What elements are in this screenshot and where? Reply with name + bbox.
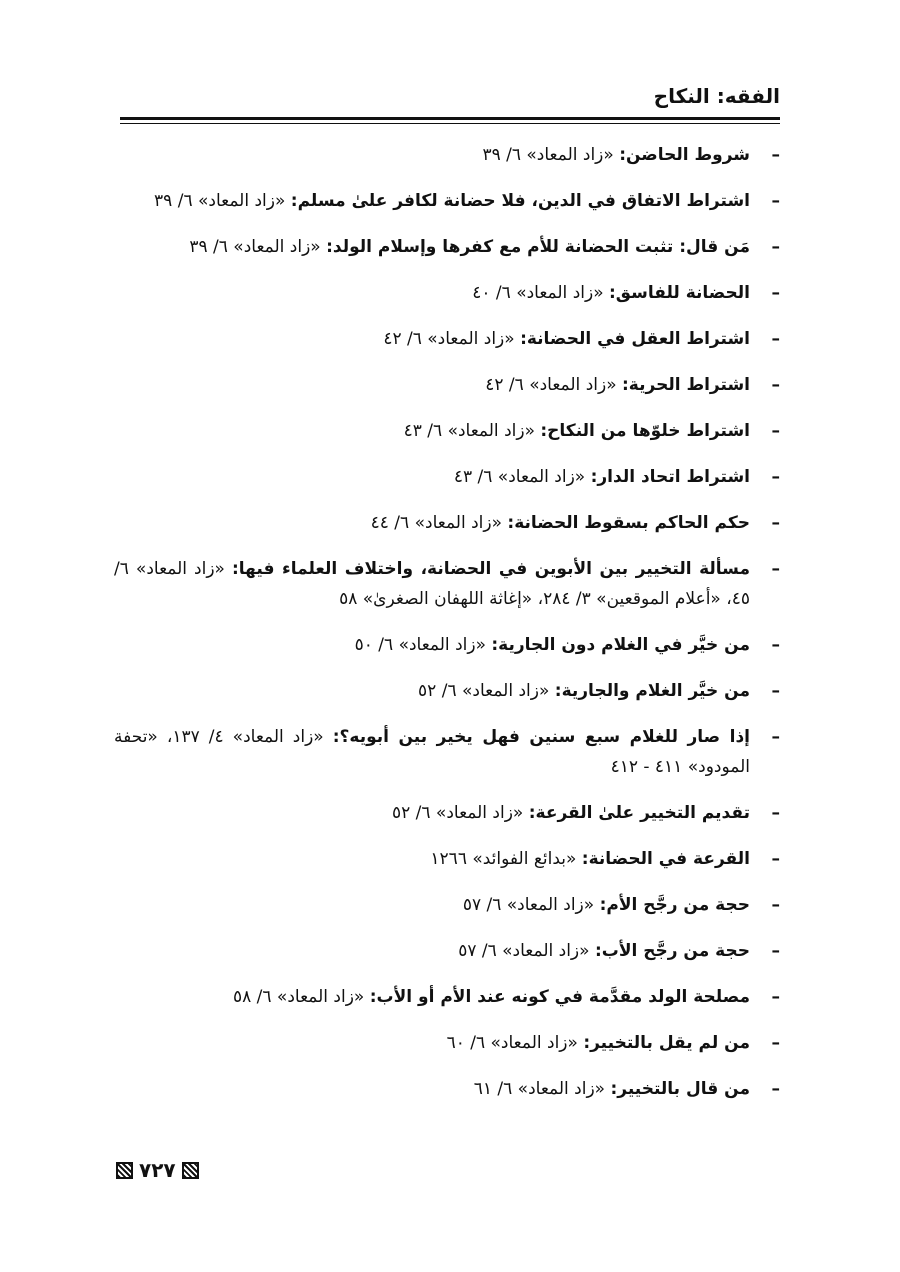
- entry-reference: «زاد المعاد» ٦/ ٥٨: [232, 987, 365, 1007]
- entry-dash: –: [771, 1033, 780, 1053]
- entry-dash: –: [771, 941, 780, 961]
- entry-topic: الحضانة للفاسق:: [609, 283, 750, 303]
- entry-dash: –: [771, 329, 780, 349]
- entry-reference: «زاد المعاد» ٦/ ٥٢: [418, 681, 550, 701]
- entry-topic: من لم يقل بالتخيير:: [583, 1033, 750, 1053]
- entry-topic: اشتراط اتحاد الدار:: [590, 467, 750, 487]
- entry-topic: من خيَّر الغلام والجارية:: [554, 681, 750, 701]
- index-entry: [114, 554, 780, 614]
- entry-topic: القرعة في الحضانة:: [581, 849, 750, 869]
- entry-reference: «زاد المعاد» ٦/ ٤٣: [453, 467, 586, 487]
- entry-topic: مصلحة الولد مقدَّمة في كونه عند الأم أو الأب:: [369, 987, 750, 1007]
- entry-reference: «زاد المعاد» ٦/ ٣٩: [482, 145, 614, 165]
- index-entry: [114, 1074, 780, 1104]
- entry-dash: –: [771, 375, 780, 395]
- index-entry: [114, 844, 780, 874]
- entry-topic: شروط الحاضن:: [619, 145, 750, 165]
- entry-topic: من قال بالتخيير:: [610, 1079, 750, 1099]
- entry-reference: «زاد المعاد» ٦/ ٦٠: [446, 1033, 578, 1053]
- entry-topic: اشتراط العقل في الحضانة:: [520, 329, 750, 349]
- right-ornament-icon: [182, 1162, 199, 1179]
- header-rule-thick: [120, 117, 780, 120]
- index-entry: [114, 278, 780, 308]
- index-entry: [114, 508, 780, 538]
- header-rule-thin: [120, 123, 780, 124]
- entry-dash: –: [771, 849, 780, 869]
- left-ornament-icon: [116, 1162, 133, 1179]
- entry-dash: –: [771, 559, 780, 579]
- entry-dash: –: [771, 421, 780, 441]
- entry-topic: مَن قال: تثبت الحضانة للأم مع كفرها وإسلام الولد:: [326, 237, 750, 257]
- index-entry: [114, 370, 780, 400]
- entry-dash: –: [771, 727, 780, 747]
- entry-dash: –: [771, 191, 780, 211]
- index-entry: [114, 676, 780, 706]
- index-entry: [114, 890, 780, 920]
- entry-dash: –: [771, 987, 780, 1007]
- index-entry: [114, 798, 780, 828]
- index-entry: [114, 232, 780, 262]
- entry-topic: حجة من رجَّح الأم:: [599, 895, 750, 915]
- entry-dash: –: [771, 467, 780, 487]
- index-entry: [114, 416, 780, 446]
- entry-reference: «زاد المعاد» ٦/ ٥٢: [391, 803, 524, 823]
- entry-topic: من خيَّر في الغلام دون الجارية:: [491, 635, 750, 655]
- index-entry: [114, 462, 780, 492]
- entry-reference: «زاد المعاد» ٦/ ٣٩: [189, 237, 321, 257]
- entry-reference: «زاد المعاد» ٦/ ٤٢: [485, 375, 617, 395]
- entry-topic: تقديم التخيير علىٰ القرعة:: [528, 803, 750, 823]
- entry-reference: «زاد المعاد» ٦/ ٤٥، «أعلام الموقعين» ٣/ ٢٨٤، «إغاثة اللهفان الصغرىٰ» ٥٨: [114, 559, 750, 609]
- running-header-title: الفقه: النكاح: [653, 84, 780, 108]
- index-entry: [114, 1028, 780, 1058]
- index-entry: [114, 936, 780, 966]
- entry-topic: إذا صار للغلام سبع سنين فهل يخير بين أبويه؟:: [332, 727, 751, 747]
- page-folio: [116, 1158, 199, 1182]
- index-entry: [114, 324, 780, 354]
- index-entry: [114, 982, 780, 1012]
- index-entry: [114, 630, 780, 660]
- entry-topic: مسألة التخيير بين الأبوين في الحضانة، واختلاف العلماء فيها:: [231, 559, 750, 579]
- entry-topic: اشتراط خلوّها من النكاح:: [540, 421, 750, 441]
- entry-reference: «زاد المعاد» ٦/ ٣٩: [154, 191, 286, 211]
- page-number: ٧٢٧: [139, 1158, 176, 1182]
- index-entry: [114, 722, 780, 782]
- entry-reference: «زاد المعاد» ٦/ ٤٣: [403, 421, 535, 441]
- entry-reference: «زاد المعاد» ٦/ ٤٢: [383, 329, 515, 349]
- entry-topic: اشتراط الاتفاق في الدين، فلا حضانة لكافر علىٰ مسلم:: [290, 191, 750, 211]
- entry-dash: –: [771, 1079, 780, 1099]
- entry-dash: –: [771, 895, 780, 915]
- index-entry: [114, 186, 780, 216]
- entry-dash: –: [771, 513, 780, 533]
- entry-reference: «زاد المعاد» ٦/ ٥٠: [354, 635, 486, 655]
- entry-dash: –: [771, 283, 780, 303]
- entry-dash: –: [771, 635, 780, 655]
- entry-reference: «بدائع الفوائد» ١٢٦٦: [430, 849, 577, 869]
- entry-dash: –: [771, 237, 780, 257]
- entry-topic: حجة من رجَّح الأب:: [594, 941, 750, 961]
- index-entry-list: [114, 140, 780, 1120]
- entry-reference: «زاد المعاد» ٦/ ٥٧: [462, 895, 595, 915]
- entry-dash: –: [771, 803, 780, 823]
- entry-topic: حكم الحاكم بسقوط الحضانة:: [507, 513, 750, 533]
- entry-reference: «زاد المعاد» ٦/ ٥٧: [458, 941, 590, 961]
- entry-topic: اشتراط الحرية:: [622, 375, 750, 395]
- entry-dash: –: [771, 681, 780, 701]
- entry-reference: «زاد المعاد» ٤/ ١٣٧، «تحفة المودود» ٤١١ - ٤١٢: [114, 727, 750, 777]
- entry-reference: «زاد المعاد» ٦/ ٤٤: [370, 513, 502, 533]
- entry-reference: «زاد المعاد» ٦/ ٦١: [473, 1079, 606, 1099]
- entry-dash: –: [771, 145, 780, 165]
- entry-reference: «زاد المعاد» ٦/ ٤٠: [472, 283, 604, 303]
- index-entry: [114, 140, 780, 170]
